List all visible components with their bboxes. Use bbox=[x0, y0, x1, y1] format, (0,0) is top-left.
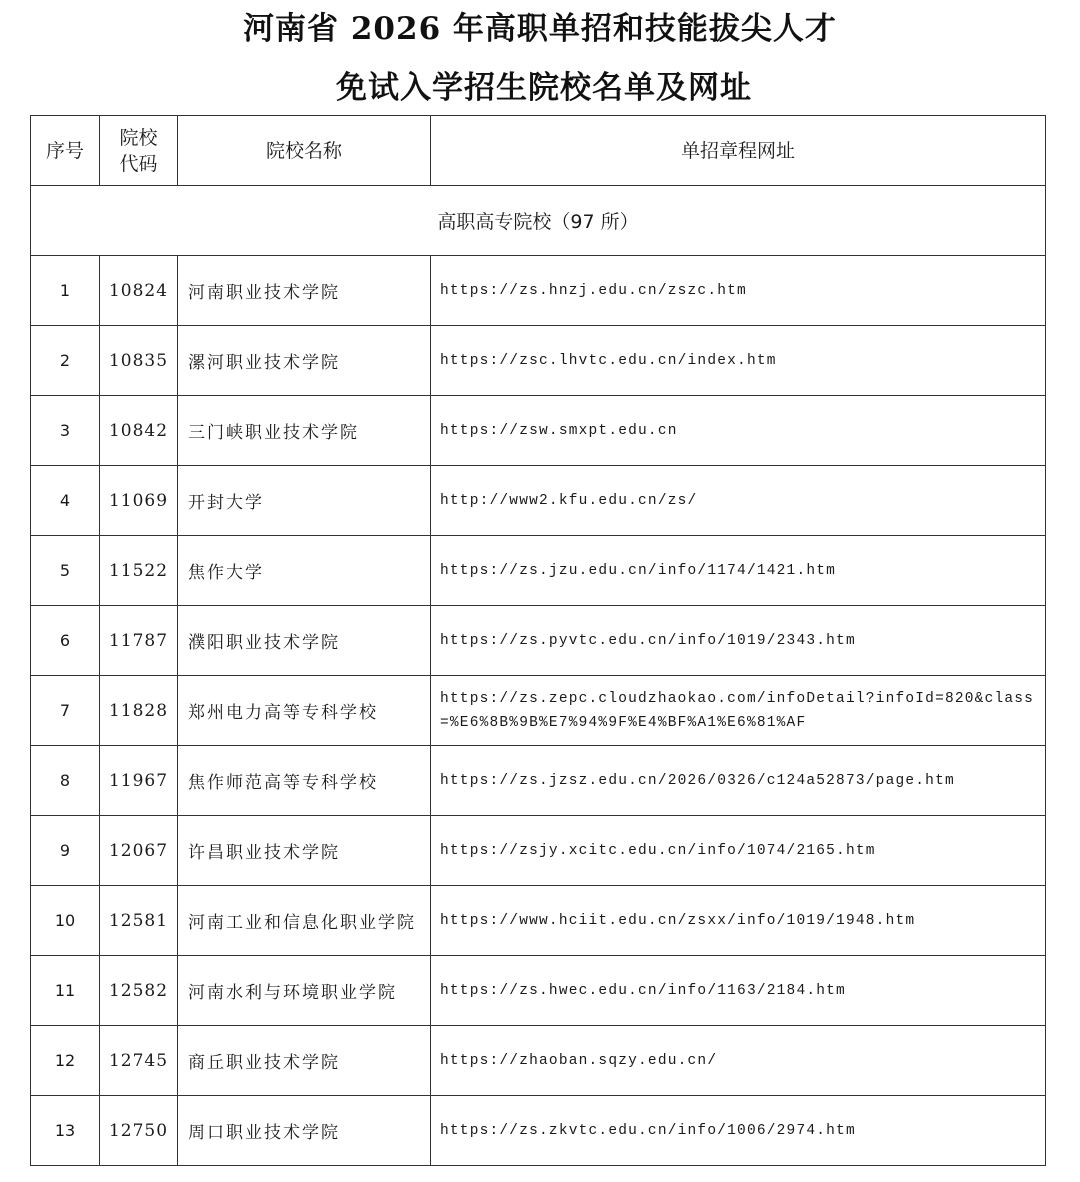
table-row bbox=[31, 536, 1046, 606]
row-admission-url[interactable]: https://zs.pyvtc.edu.cn/info/1019/2343.htm bbox=[431, 606, 1046, 676]
table-row bbox=[31, 956, 1046, 1026]
row-admission-url[interactable]: https://zs.jzu.edu.cn/info/1174/1421.htm bbox=[431, 536, 1046, 606]
row-college-name: 焦作大学 bbox=[178, 536, 431, 606]
section-row bbox=[31, 186, 1046, 256]
header-seq: 序号 bbox=[31, 116, 100, 186]
row-college-name: 开封大学 bbox=[178, 466, 431, 536]
table-row bbox=[31, 326, 1046, 396]
row-seq: 10 bbox=[31, 886, 100, 956]
row-seq: 2 bbox=[31, 326, 100, 396]
row-seq: 11 bbox=[31, 956, 100, 1026]
row-seq: 6 bbox=[31, 606, 100, 676]
row-college-name: 河南工业和信息化职业学院 bbox=[178, 886, 431, 956]
row-college-name: 许昌职业技术学院 bbox=[178, 816, 431, 886]
table-row bbox=[31, 1096, 1046, 1166]
row-admission-url[interactable]: https://zs.hwec.edu.cn/info/1163/2184.htm bbox=[431, 956, 1046, 1026]
section-label: 高职高专院校（97 所） bbox=[31, 186, 1046, 256]
header-name: 院校名称 bbox=[178, 116, 431, 186]
table-row bbox=[31, 256, 1046, 326]
row-seq: 4 bbox=[31, 466, 100, 536]
table-row bbox=[31, 676, 1046, 746]
header-code-line1: 院校 bbox=[119, 126, 158, 149]
row-college-code: 11967 bbox=[100, 746, 178, 816]
row-college-code: 11069 bbox=[100, 466, 178, 536]
header-code-line2: 代码 bbox=[119, 152, 158, 175]
row-college-name: 商丘职业技术学院 bbox=[178, 1026, 431, 1096]
row-admission-url[interactable]: https://zhaoban.sqzy.edu.cn/ bbox=[431, 1026, 1046, 1096]
college-list-table bbox=[30, 115, 1046, 1166]
row-seq: 12 bbox=[31, 1026, 100, 1096]
table-row bbox=[31, 466, 1046, 536]
row-admission-url[interactable]: https://zs.jzsz.edu.cn/2026/0326/c124a52873/page.htm bbox=[431, 746, 1046, 816]
row-college-name: 河南水利与环境职业学院 bbox=[178, 956, 431, 1026]
row-college-name: 周口职业技术学院 bbox=[178, 1096, 431, 1166]
row-admission-url[interactable]: https://zs.zepc.cloudzhaokao.com/infoDetail?infoId=820&class=%E6%8B%9B%E7%94%9F%E4%BF%A1%E6%81%AF bbox=[431, 676, 1046, 746]
table-row bbox=[31, 746, 1046, 816]
row-admission-url[interactable]: https://zsc.lhvtc.edu.cn/index.htm bbox=[431, 326, 1046, 396]
row-college-name: 漯河职业技术学院 bbox=[178, 326, 431, 396]
row-college-code: 11828 bbox=[100, 676, 178, 746]
table-row bbox=[31, 816, 1046, 886]
row-college-name: 三门峡职业技术学院 bbox=[178, 396, 431, 466]
row-admission-url[interactable]: https://www.hciit.edu.cn/zsxx/info/1019/1948.htm bbox=[431, 886, 1046, 956]
row-admission-url[interactable]: https://zs.zkvtc.edu.cn/info/1006/2974.htm bbox=[431, 1096, 1046, 1166]
header-url: 单招章程网址 bbox=[431, 116, 1046, 186]
row-college-code: 11522 bbox=[100, 536, 178, 606]
row-admission-url[interactable]: https://zs.hnzj.edu.cn/zszc.htm bbox=[431, 256, 1046, 326]
row-college-name: 濮阳职业技术学院 bbox=[178, 606, 431, 676]
table-row bbox=[31, 886, 1046, 956]
row-college-code: 12750 bbox=[100, 1096, 178, 1166]
row-seq: 9 bbox=[31, 816, 100, 886]
row-college-name: 河南职业技术学院 bbox=[178, 256, 431, 326]
row-college-name: 郑州电力高等专科学校 bbox=[178, 676, 431, 746]
row-college-code: 11787 bbox=[100, 606, 178, 676]
table-row bbox=[31, 396, 1046, 466]
row-seq: 1 bbox=[31, 256, 100, 326]
row-college-code: 12067 bbox=[100, 816, 178, 886]
document-title-line-2: 免试入学招生院校名单及网址 bbox=[336, 70, 752, 106]
row-college-name: 焦作师范高等专科学校 bbox=[178, 746, 431, 816]
row-seq: 13 bbox=[31, 1096, 100, 1166]
row-college-code: 12581 bbox=[100, 886, 178, 956]
table-row bbox=[31, 1026, 1046, 1096]
table-header-row bbox=[31, 116, 1046, 186]
row-college-code: 10842 bbox=[100, 396, 178, 466]
document-title-line-1: 河南省 2026 年高职单招和技能拔尖人才 bbox=[243, 11, 837, 47]
row-admission-url[interactable]: https://zsw.smxpt.edu.cn bbox=[431, 396, 1046, 466]
row-seq: 3 bbox=[31, 396, 100, 466]
row-college-code: 12745 bbox=[100, 1026, 178, 1096]
row-college-code: 10824 bbox=[100, 256, 178, 326]
table-row bbox=[31, 606, 1046, 676]
row-seq: 8 bbox=[31, 746, 100, 816]
row-seq: 5 bbox=[31, 536, 100, 606]
row-college-code: 12582 bbox=[100, 956, 178, 1026]
row-seq: 7 bbox=[31, 676, 100, 746]
row-admission-url[interactable]: https://zsjy.xcitc.edu.cn/info/1074/2165.htm bbox=[431, 816, 1046, 886]
header-code bbox=[100, 116, 178, 186]
row-college-code: 10835 bbox=[100, 326, 178, 396]
row-admission-url[interactable]: http://www2.kfu.edu.cn/zs/ bbox=[431, 466, 1046, 536]
